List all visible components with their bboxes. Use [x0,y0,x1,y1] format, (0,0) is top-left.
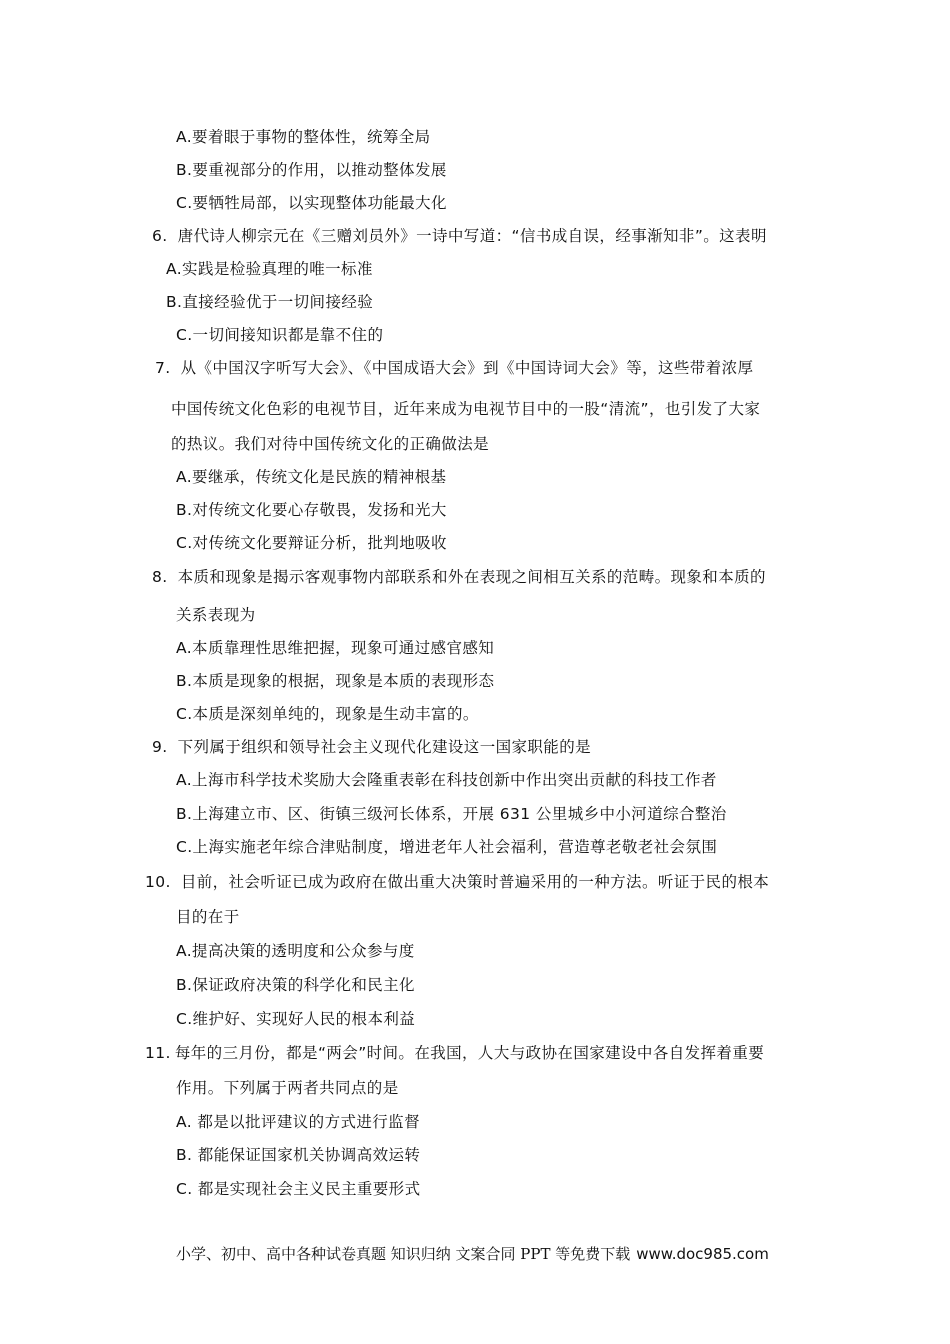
page-footer [176,1244,769,1264]
q10-number: 10. [145,873,171,891]
q7-stem-line-1: 从《中国汉字听写大会》、《中国成语大会》到《中国诗词大会》等，这些带着浓厚 [180,359,754,377]
q10-option-c: C.维护好、实现好人民的根本利益 [176,1010,416,1028]
q6-option-a: A.实践是检验真理的唯一标准 [166,260,373,278]
q7-stem [155,358,753,378]
q8-stem-line-2: 关系表现为 [176,606,256,624]
q9-option-b: B.上海建立市、区、街镇三级河长体系，开展 631 公里城乡中小河道综合整治 [176,805,727,823]
q7-option-b: B.对传统文化要心存敬畏，发扬和光大 [176,501,447,519]
q8-stem-line-1: 本质和现象是揭示客观事物内部联系和外在表现之间相互关系的范畴。现象和本质的 [177,568,766,586]
q9-number: 9. [152,738,168,756]
q11-stem-line-2: 作用。下列属于两者共同点的是 [176,1079,399,1097]
q10-stem-line-1: 目前，社会听证已成为政府在做出重大决策时普遍采用的一种方法。听证于民的根本 [180,873,770,891]
footer-text: 小学、初中、高中各种试卷真题 知识归纳 文案合同 PPT 等免费下载 [176,1245,631,1263]
q10-option-a: A.提高决策的透明度和公众参与度 [176,942,415,960]
q7-number: 7. [155,359,171,377]
q10-option-b: B.保证政府决策的科学化和民主化 [176,976,415,994]
q11-option-c: C. 都是实现社会主义民主重要形式 [176,1180,421,1198]
q8-option-b: B.本质是现象的根据，现象是本质的表现形态 [176,672,495,690]
q8-number: 8. [152,568,168,586]
q10-stem [145,872,769,892]
q5-option-a: A.要着眼于事物的整体性，统筹全局 [176,128,431,146]
q7-stem-line-3: 的热议。我们对待中国传统文化的正确做法是 [171,435,490,453]
q8-option-a: A.本质靠理性思维把握，现象可通过感官感知 [176,639,495,657]
q5-option-b: B.要重视部分的作用，以推动整体发展 [176,161,447,179]
q11-option-a: A. 都是以批评建议的方式进行监督 [176,1113,420,1131]
q6-stem [152,226,767,246]
q7-option-a: A.要继承，传统文化是民族的精神根基 [176,468,447,486]
q11-option-b: B. 都能保证国家机关协调高效运转 [176,1146,421,1164]
q10-stem-line-2: 目的在于 [176,908,240,926]
q9-option-a: A.上海市科学技术奖励大会隆重表彰在科技创新中作出突出贡献的科技工作者 [176,771,717,789]
q11-number: 11. [145,1044,171,1062]
q8-stem [152,567,766,587]
q6-option-b: B.直接经验优于一切间接经验 [166,293,374,311]
q7-option-c: C.对传统文化要辩证分析，批判地吸收 [176,534,447,552]
q6-number: 6. [152,227,168,245]
q7-stem-line-2: 中国传统文化色彩的电视节目，近年来成为电视节目中的一股“清流”，也引发了大家 [171,400,761,418]
q8-option-c: C.本质是深刻单纯的，现象是生动丰富的。 [176,705,479,723]
q9-option-c: C.上海实施老年综合津贴制度，增进老年人社会福利，营造尊老敬老社会氛围 [176,838,718,856]
q11-stem-line-1: 每年的三月份，都是“两会”时间。在我国，人大与政协在国家建设中各自发挥着重要 [174,1044,765,1062]
q9-stem-text: 下列属于组织和领导社会主义现代化建设这一国家职能的是 [177,738,591,756]
q6-stem-text: 唐代诗人柳宗元在《三赠刘员外》一诗中写道：“信书成自误，经事渐知非”。这表明 [177,227,767,245]
q6-option-c: C.一切间接知识都是靠不住的 [176,326,384,344]
footer-link[interactable]: www.doc985.com [636,1245,769,1263]
q5-option-c: C.要牺牲局部，以实现整体功能最大化 [176,194,447,212]
q9-stem [152,737,591,757]
q11-stem [145,1043,764,1063]
